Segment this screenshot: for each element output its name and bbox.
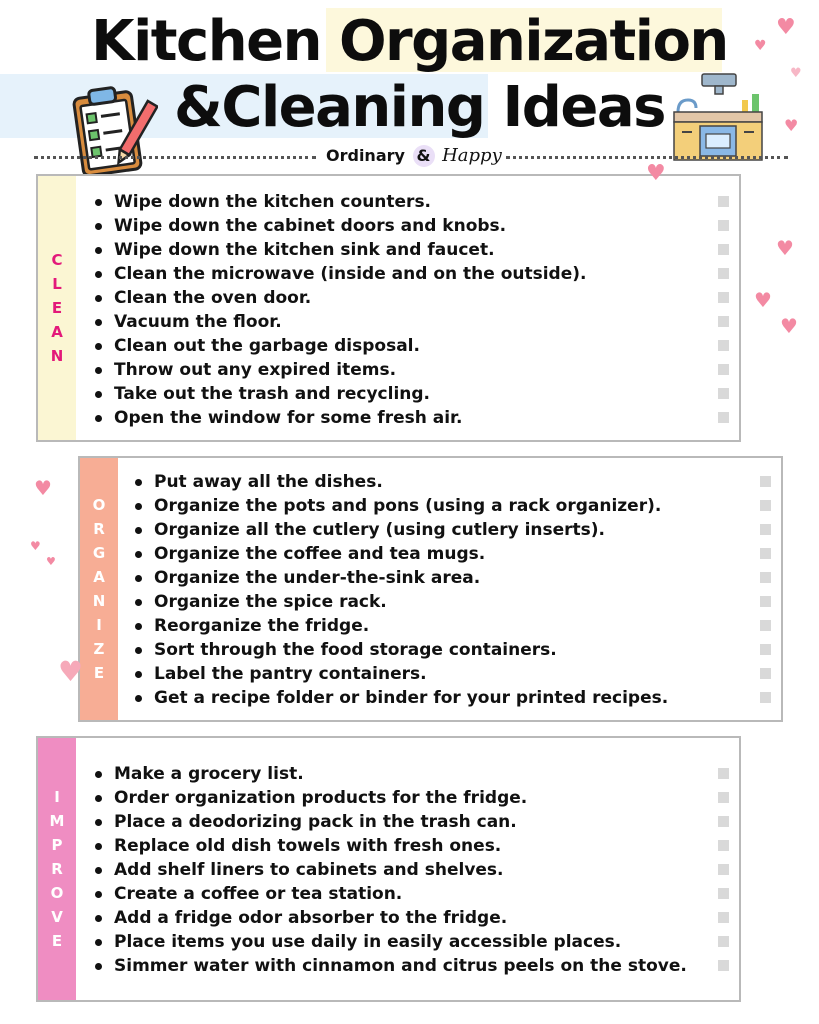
tab-letter: P: [51, 836, 63, 854]
list-item: Clean the oven door.: [92, 286, 586, 310]
improve-checklist: [92, 762, 687, 978]
list-item: Wipe down the kitchen sink and faucet.: [92, 238, 586, 262]
list-item: Organize all the cutlery (using cutlery inserts).: [132, 518, 668, 542]
tab-letter: R: [93, 520, 105, 538]
checkbox[interactable]: [760, 644, 771, 655]
list-item: Add shelf liners to cabinets and shelves.: [92, 858, 687, 882]
brand-name: Ordinary: [326, 146, 405, 165]
tab-letter: A: [51, 323, 63, 341]
heart-icon: ♥: [780, 314, 798, 338]
heart-icon: ♥: [790, 66, 802, 81]
heart-icon: ♥: [34, 476, 52, 500]
improve-tab: [38, 738, 76, 1000]
checkbox[interactable]: [718, 268, 729, 279]
title-word: Kitchen: [91, 9, 321, 74]
list-item: Simmer water with cinnamon and citrus peels on the stove.: [92, 954, 687, 978]
clean-section: [36, 174, 741, 442]
list-item: Label the pantry containers.: [132, 662, 668, 686]
kitchen-counter-icon: [668, 72, 768, 164]
list-item: Place a deodorizing pack in the trash can.: [92, 810, 687, 834]
checkbox[interactable]: [760, 692, 771, 703]
tab-letter: Z: [93, 640, 105, 658]
tab-letter: E: [51, 299, 63, 317]
tab-letter: C: [51, 251, 63, 269]
list-item: Organize the pots and pons (using a rack organizer).: [132, 494, 668, 518]
title-word: Ideas: [502, 75, 665, 140]
list-item: Sort through the food storage containers.: [132, 638, 668, 662]
heart-icon: ♥: [784, 116, 799, 135]
tab-letter: O: [50, 884, 64, 902]
checkbox[interactable]: [718, 196, 729, 207]
checkbox[interactable]: [760, 524, 771, 535]
checkbox[interactable]: [760, 476, 771, 487]
list-item: Organize the spice rack.: [132, 590, 668, 614]
heart-icon: ♥: [754, 288, 772, 312]
organize-section: [78, 456, 783, 722]
checkbox[interactable]: [718, 388, 729, 399]
title-word: Organization: [338, 9, 728, 74]
list-item: Take out the trash and recycling.: [92, 382, 586, 406]
brand-script: Happy: [442, 145, 502, 166]
title-word: Cleaning: [221, 75, 485, 140]
list-item: Create a coffee or tea station.: [92, 882, 687, 906]
brand-ampersand: &: [413, 145, 435, 167]
checkbox[interactable]: [718, 888, 729, 899]
checkbox[interactable]: [718, 220, 729, 231]
list-item: Replace old dish towels with fresh ones.: [92, 834, 687, 858]
checkbox[interactable]: [718, 960, 729, 971]
checkbox[interactable]: [718, 316, 729, 327]
checkbox[interactable]: [760, 668, 771, 679]
tab-letter: I: [96, 616, 102, 634]
clean-tab: [38, 176, 76, 440]
clean-checklist: [92, 190, 586, 430]
list-item: Add a fridge odor absorber to the fridge.: [92, 906, 687, 930]
tab-letter: R: [51, 860, 63, 878]
list-item: Organize the coffee and tea mugs.: [132, 542, 668, 566]
checkbox[interactable]: [718, 792, 729, 803]
checkbox[interactable]: [718, 244, 729, 255]
checkbox[interactable]: [718, 340, 729, 351]
list-item: Wipe down the cabinet doors and knobs.: [92, 214, 586, 238]
list-item: Clean the microwave (inside and on the outside).: [92, 262, 586, 286]
list-item: Reorganize the fridge.: [132, 614, 668, 638]
organize-checklist: [132, 470, 668, 710]
list-item: Place items you use daily in easily accessible places.: [92, 930, 687, 954]
list-item: Open the window for some fresh air.: [92, 406, 586, 430]
checkbox[interactable]: [760, 500, 771, 511]
tab-letter: E: [93, 664, 105, 682]
checkbox[interactable]: [718, 768, 729, 779]
checkbox[interactable]: [718, 364, 729, 375]
checkbox[interactable]: [718, 840, 729, 851]
heart-icon: ♥: [646, 161, 666, 186]
list-item: Put away all the dishes.: [132, 470, 668, 494]
list-item: Organize the under-the-sink area.: [132, 566, 668, 590]
heart-icon: ♥: [30, 539, 41, 553]
divider-dots-right: [506, 156, 788, 159]
tab-letter: L: [52, 275, 62, 293]
tab-letter: G: [92, 544, 106, 562]
organize-tab: [80, 458, 118, 720]
checkbox[interactable]: [760, 572, 771, 583]
brand-logo: [326, 145, 502, 167]
page-title-line1: [0, 10, 819, 74]
list-item: Get a recipe folder or binder for your printed recipes.: [132, 686, 668, 710]
tab-letter: O: [92, 496, 106, 514]
checkbox[interactable]: [718, 412, 729, 423]
title-word: &: [174, 75, 222, 140]
tab-letter: E: [51, 932, 63, 950]
checkbox[interactable]: [760, 596, 771, 607]
checkbox[interactable]: [760, 620, 771, 631]
heart-icon: ♥: [46, 555, 56, 568]
checkbox[interactable]: [718, 912, 729, 923]
list-item: Make a grocery list.: [92, 762, 687, 786]
tab-letter: V: [51, 908, 63, 926]
checkbox[interactable]: [760, 548, 771, 559]
tab-letter: I: [54, 788, 60, 806]
tab-letter: N: [92, 592, 106, 610]
divider-dots-left: [34, 156, 316, 159]
checkbox[interactable]: [718, 292, 729, 303]
list-item: Throw out any expired items.: [92, 358, 586, 382]
checkbox[interactable]: [718, 936, 729, 947]
improve-section: [36, 736, 741, 1002]
heart-icon: ♥: [776, 15, 796, 40]
heart-icon: ♥: [58, 655, 84, 688]
heart-icon: ♥: [754, 38, 767, 54]
checkbox[interactable]: [718, 864, 729, 875]
list-item: Order organization products for the fridge.: [92, 786, 687, 810]
list-item: Wipe down the kitchen counters.: [92, 190, 586, 214]
tab-letter: A: [93, 568, 105, 586]
list-item: Clean out the garbage disposal.: [92, 334, 586, 358]
checkbox[interactable]: [718, 816, 729, 827]
tab-letter: N: [50, 347, 64, 365]
tab-letter: M: [49, 812, 65, 830]
list-item: Vacuum the floor.: [92, 310, 586, 334]
heart-icon: ♥: [776, 236, 794, 260]
clipboard-checklist-icon: [66, 80, 158, 180]
